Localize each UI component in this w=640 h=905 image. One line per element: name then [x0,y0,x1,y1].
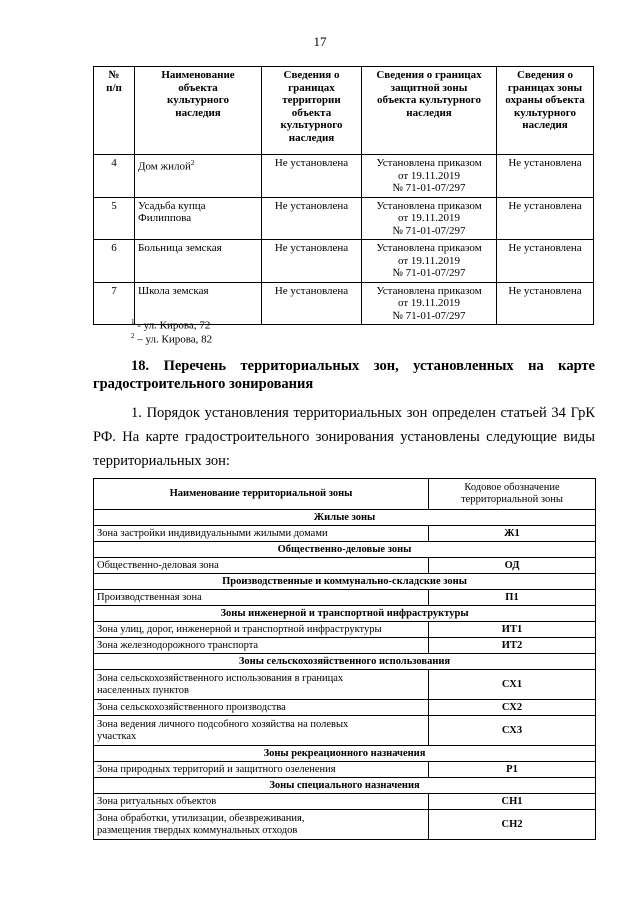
zone-group-title: Зоны сельскохозяйственного использования [94,654,596,670]
zone-code: СХ2 [429,700,596,716]
header-text: Наименование объекта культурного наследия [161,69,235,119]
cell-territory-text: Не установлена [274,199,349,212]
cell-name-text: Школа земская [138,284,209,297]
cell-protective [362,197,497,240]
cell-protective [362,240,497,283]
table-row [94,622,596,638]
cell-zone-text: Не установлена [508,199,582,212]
group-row [94,606,596,622]
zone-code: СХ3 [429,716,596,746]
header-text: Сведения о границах зоны охраны объекта культурного наследия [505,69,585,131]
section-title: 18. Перечень территориальных зон, установленных на карте градостроительного зонирования [93,358,595,392]
cell-protective [362,282,497,325]
page-number: 17 [313,34,327,49]
cell-name-text: Больница земская [138,242,222,254]
header-text: Сведения о границах территории объекта культурного наследия [280,69,343,144]
group-row [94,542,596,558]
group-row [94,778,596,794]
cell-territory-text: Не установлена [274,284,349,297]
cell-num [94,282,135,325]
group-row [94,654,596,670]
table-row [94,716,596,746]
cell-num-text: 6 [111,242,117,254]
footnote-text: - ул. Кирова, 72 [134,319,211,332]
cell-num-text: 7 [111,284,117,297]
zone-name: Зона ритуальных объектов [94,794,429,810]
cell-num [94,197,135,240]
cell-protective-text: Установлена приказом от 19.11.2019 № 71-01-07/297 [376,242,482,279]
cell-protective-text: Установлена приказом от 19.11.2019 № 71-01-07/297 [376,157,482,194]
cell-territory [262,240,362,283]
footnote-mark: 1 [131,318,135,326]
table-header-row [94,479,596,510]
header-zone-code: Кодовое обозначение территориальной зоны [429,479,596,510]
territorial-zones-table [93,478,596,840]
zone-name: Зона сельскохозяйственного использования в границах населенных пунктов [94,670,429,700]
zone-group-title: Зоны специального назначения [94,778,596,794]
zone-code: ИТ2 [429,638,596,654]
table-row [94,794,596,810]
zone-name: Зона застройки индивидуальными жилыми домами [94,526,429,542]
cell-name-text: Усадьба купца Филиппова [138,199,206,224]
table-row [94,590,596,606]
zone-code: Ж1 [429,526,596,542]
zone-group-title: Зоны инженерной и транспортной инфраструктуры [94,606,596,622]
cell-zone-text: Не установлена [508,242,582,254]
table-row [94,670,596,700]
table-row [94,197,594,240]
zone-code: Р1 [429,762,596,778]
cell-territory [262,282,362,325]
table-header-row [94,67,594,155]
table-row [94,558,596,574]
cell-territory-text: Не установлена [274,242,349,254]
zone-code: ИТ1 [429,622,596,638]
footnote-ref: 2 [190,159,195,167]
table-row [94,700,596,716]
table-row [94,240,594,283]
zone-code: СН2 [429,810,596,840]
header-name [135,67,262,155]
cell-zone [497,282,594,325]
group-row [94,574,596,590]
table-row [94,155,594,198]
cell-name [135,197,262,240]
cell-name [135,155,262,198]
cell-territory [262,155,362,198]
cell-zone-text: Не установлена [508,284,582,297]
zone-name: Зона улиц, дорог, инженерной и транспортной инфраструктуры [94,622,429,638]
header-territory [262,67,362,155]
zone-code: П1 [429,590,596,606]
cell-num [94,155,135,198]
zone-name: Зона обработки, утилизации, обезвреживания, размещения твердых коммунальных отходов [94,810,429,840]
zone-group-title: Общественно-деловые зоны [94,542,596,558]
footnote-text: – ул. Кирова, 82 [134,333,213,346]
cell-territory [262,197,362,240]
cell-zone [497,197,594,240]
cell-protective-text: Установлена приказом от 19.11.2019 № 71-01-07/297 [376,199,482,237]
paragraph: 1. Порядок установления территориальных зон определен статьей 34 ГрК РФ. На карте градостроительного зонирования установлены следующие виды территориальных зон: [93,405,595,469]
table-row [94,638,596,654]
cell-num [94,240,135,283]
zone-code: СХ1 [429,670,596,700]
header-zone-name: Наименование территориальной зоны [94,479,429,510]
group-row [94,746,596,762]
cell-protective [362,155,497,198]
group-row [94,510,596,526]
table-row [94,762,596,778]
cell-zone-text: Не установлена [508,157,582,169]
header-num [94,67,135,155]
cultural-heritage-table [93,66,594,325]
cell-num-text: 5 [111,199,117,212]
cell-name [135,240,262,283]
cell-zone [497,155,594,198]
zone-name: Производственная зона [94,590,429,606]
zone-name: Зона сельскохозяйственного производства [94,700,429,716]
zone-group-title: Производственные и коммунально-складские зоны [94,574,596,590]
table-row [94,810,596,840]
header-text: Сведения о границах защитной зоны объекта культурного наследия [376,69,482,119]
zone-name: Зона ведения личного подсобного хозяйства на полевых участках [94,716,429,746]
table-row [94,526,596,542]
footnote-mark: 2 [131,332,135,340]
cell-territory-text: Не установлена [274,157,349,169]
header-text: № п/п [106,69,122,94]
cell-num-text: 4 [111,157,117,169]
cell-protective-text: Установлена приказом от 19.11.2019 № 71-01-07/297 [376,284,482,322]
zone-code: ОД [429,558,596,574]
zone-group-title: Зоны рекреационного назначения [94,746,596,762]
zone-name: Зона железнодорожного транспорта [94,638,429,654]
zone-name: Зона природных территорий и защитного озеленения [94,762,429,778]
footnote-2 [131,330,212,347]
zone-code: СН1 [429,794,596,810]
cell-name-text: Дом жилой [138,160,191,173]
header-zone [497,67,594,155]
cell-zone [497,240,594,283]
header-protective [362,67,497,155]
zone-name: Общественно-деловая зона [94,558,429,574]
zone-group-title: Жилые зоны [94,510,596,526]
